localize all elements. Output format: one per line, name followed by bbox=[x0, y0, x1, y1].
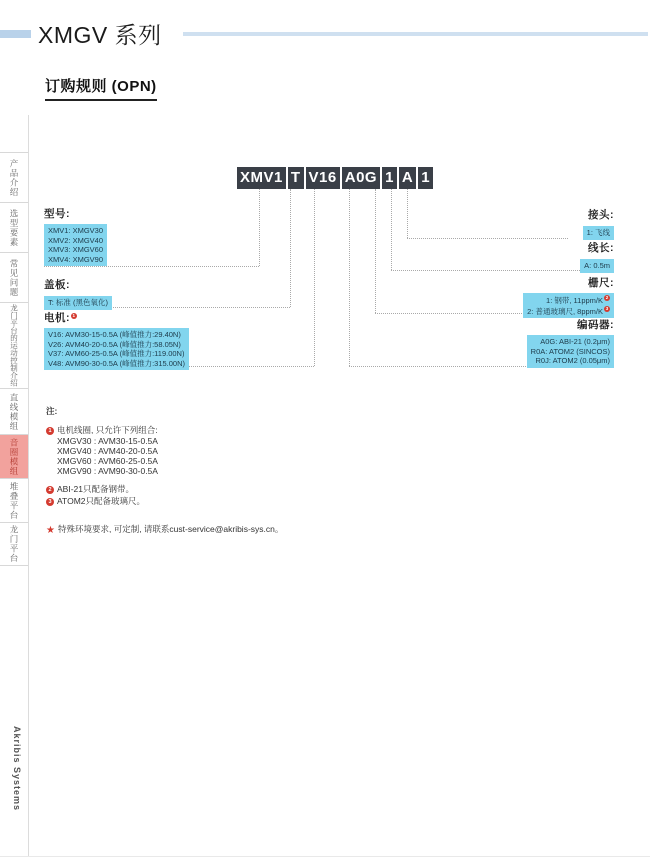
section-cable-length bbox=[580, 240, 614, 273]
connector-line bbox=[259, 189, 260, 266]
title-accent-line bbox=[183, 32, 648, 36]
connector-line bbox=[349, 189, 350, 366]
section-cover-label: 盖板: bbox=[44, 279, 70, 291]
option: A0G: ABI-21 (0.2μm) bbox=[540, 337, 610, 346]
connector-line bbox=[375, 189, 376, 313]
connector-line bbox=[290, 189, 291, 307]
section-scale bbox=[523, 275, 614, 319]
section-connector-label: 接头: bbox=[588, 209, 614, 221]
connector-line bbox=[314, 189, 315, 366]
note-2 bbox=[46, 483, 283, 495]
section-scale-options bbox=[523, 293, 614, 318]
note-2-marker-icon: 2 bbox=[46, 486, 54, 494]
section-connector bbox=[583, 207, 614, 240]
part-segment-model: XMV1 bbox=[237, 167, 286, 189]
note-ref-icon: 2 bbox=[605, 295, 609, 300]
section-model-label: 型号: bbox=[44, 208, 70, 220]
note-3-marker-icon: 3 bbox=[46, 498, 54, 506]
part-segment-cover: T bbox=[288, 167, 304, 189]
connector-line bbox=[407, 189, 408, 238]
sidebar-tab-gantry-stage[interactable]: 龙门平台 bbox=[0, 522, 28, 566]
section-connector-options bbox=[583, 226, 614, 240]
note-3 bbox=[46, 495, 283, 507]
part-number bbox=[237, 167, 433, 189]
section-cable-length-label: 线长: bbox=[588, 242, 614, 254]
combo-line: XMGV60 : AVM60-25-0.5A bbox=[57, 456, 158, 466]
option: 1: 钢带, 11ppm/K 2 bbox=[546, 295, 609, 305]
section-motor-label: 电机: 1 bbox=[44, 312, 76, 324]
part-segment-encoder: A0G bbox=[342, 167, 380, 189]
title-accent-bar bbox=[0, 30, 31, 38]
option: XMV4: XMGV90 bbox=[48, 254, 104, 264]
sidebar-tab-voice-coil-module[interactable]: 音圈模组 bbox=[0, 434, 28, 478]
option: V37: AVM60-25-0.5A (峰值推力:119.00N) bbox=[48, 349, 185, 358]
section-encoder-label: 编码器: bbox=[577, 319, 614, 331]
option: 1: 飞线 bbox=[586, 228, 610, 237]
sidebar-tab-stacked-stage[interactable]: 堆叠平台 bbox=[0, 478, 28, 522]
section-scale-label: 栅尺: bbox=[588, 277, 614, 289]
option: V26: AVM40-20-0.5A (峰值推力:58.05N) bbox=[48, 339, 181, 349]
option: T: 标准 (黑色氧化) bbox=[48, 298, 108, 307]
sidebar-tab-linear-module[interactable]: 直线模组 bbox=[0, 388, 28, 434]
option: XMV2: XMGV40 bbox=[48, 235, 104, 245]
star-note-text: 特殊环境要求, 可定制, 请联系cust-service@akribis-sys.cn。 bbox=[57, 524, 284, 534]
sidebar-tab-selection-factors[interactable]: 选型要素 bbox=[0, 202, 28, 252]
part-segment-scale: 1 bbox=[382, 167, 397, 189]
section-encoder-options bbox=[527, 335, 614, 368]
note-ref-icon: 3 bbox=[605, 305, 609, 311]
note-3-text: ATOM2只配备玻璃尺。 bbox=[57, 496, 145, 506]
connector-line bbox=[407, 238, 568, 239]
notes-title: 注: bbox=[46, 406, 58, 416]
part-segment-connector: 1 bbox=[418, 167, 433, 189]
note-1-text: 电机线圈, 只允许下列组合: bbox=[57, 425, 158, 435]
sidebar-tab-product-intro[interactable]: 产品介绍 bbox=[0, 152, 28, 202]
section-model-options bbox=[44, 224, 107, 266]
combo-line: XMGV30 : AVM30-15-0.5A bbox=[57, 436, 158, 446]
combo-line: XMGV40 : AVM40-20-0.5A bbox=[57, 446, 158, 456]
sidebar-tab-gantry-motion-control[interactable]: 龙门平台的运动控制介绍 bbox=[0, 302, 28, 388]
page-bottom-divider bbox=[0, 856, 650, 857]
section-cover-options bbox=[44, 296, 112, 310]
part-segment-motor: V16 bbox=[306, 167, 340, 189]
sidebar-tab-faq[interactable]: 常见问题 bbox=[0, 252, 28, 302]
option: 2: 普通玻璃尺, 8ppm/K 3 bbox=[527, 305, 609, 316]
part-segment-cable-length: A bbox=[399, 167, 416, 189]
option: XMV1: XMGV30 bbox=[48, 226, 104, 235]
section-cover bbox=[44, 277, 112, 310]
star-icon: ★ bbox=[46, 525, 55, 536]
section-title: 订购规则 (OPN) bbox=[45, 75, 157, 101]
star-note bbox=[46, 523, 283, 537]
option: XMV3: XMGV60 bbox=[48, 245, 104, 254]
section-model bbox=[44, 206, 107, 267]
note-ref-icon: 1 bbox=[72, 313, 76, 318]
note-1 bbox=[46, 424, 283, 436]
option: V48: AVM90-30-0.5A (峰值推力:315.00N) bbox=[48, 358, 186, 368]
option: R0J: ATOM2 (0.05μm) bbox=[535, 356, 610, 365]
option: V16: AVM30-15-0.5A (峰值推力:29.40N) bbox=[48, 330, 181, 339]
brand-vertical-text: Akribis Systems bbox=[12, 726, 22, 812]
section-motor bbox=[44, 310, 189, 371]
section-motor-options bbox=[44, 328, 189, 370]
notes bbox=[46, 405, 283, 537]
connector-line bbox=[391, 189, 392, 270]
combo-line: XMGV90 : AVM90-30-0.5A bbox=[57, 466, 158, 476]
note-1-combos bbox=[57, 436, 283, 476]
section-cable-length-options bbox=[580, 259, 614, 273]
page-title: XMGV 系列 bbox=[38, 22, 162, 48]
section-encoder bbox=[527, 317, 614, 368]
option: R0A: ATOM2 (SINCOS) bbox=[530, 346, 610, 356]
option: A: 0.5m bbox=[584, 261, 610, 270]
note-2-text: ABI-21只配备钢带。 bbox=[57, 484, 134, 494]
note-1-marker-icon: 1 bbox=[46, 427, 54, 435]
